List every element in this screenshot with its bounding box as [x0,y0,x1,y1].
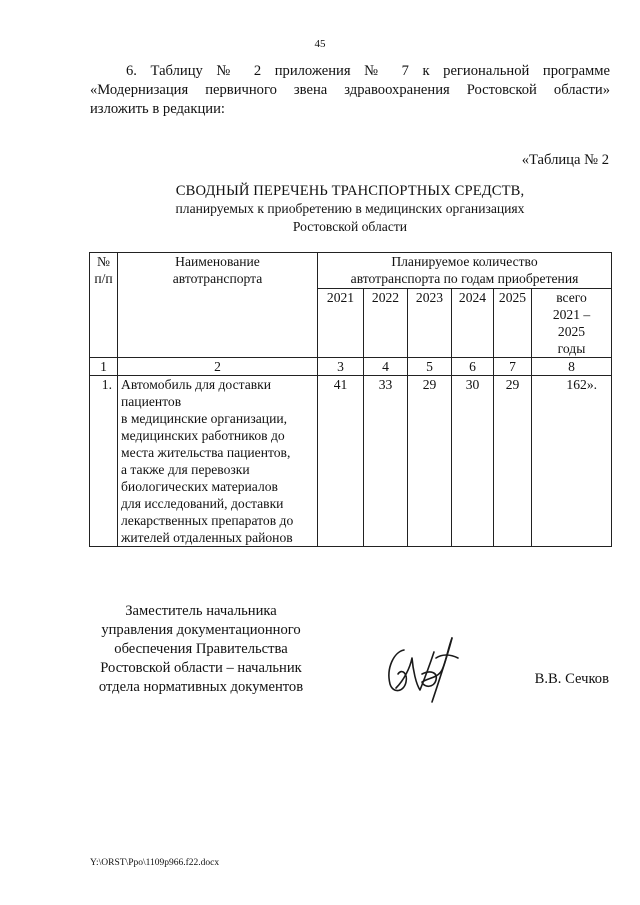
table-row [90,376,612,547]
table-header-row [90,253,612,289]
name-line: биологических материалов [121,479,278,494]
column-number: 5 [408,358,452,376]
position-line: отдела нормативных документов [98,679,304,695]
year-header: 2024 [452,289,494,358]
header-text: 2021 – [552,307,591,322]
header-text: № [97,254,110,269]
column-number: 8 [532,358,612,376]
position-line: Ростовской области – начальник [100,660,302,676]
position-line: Заместитель начальника [125,603,277,619]
file-path: Y:\ORST\Ppo\1109p966.f22.docx [90,858,220,868]
vehicle-table [89,252,612,547]
page-number: 45 [314,38,326,50]
name-line: в медицинские организации, [121,411,288,426]
header-text: годы [557,341,586,356]
column-number: 7 [494,358,532,376]
header-text: всего [556,290,587,305]
table-reference: «Таблица № 2 [521,152,609,168]
signer-name: В.В. Сечков [534,671,609,687]
header-text: автотранспорта по годам приобретения [350,271,579,286]
handwritten-signature [376,628,476,708]
column-number: 4 [364,358,408,376]
row-number: 1. [90,376,118,547]
year-header: 2023 [408,289,452,358]
header-text: п/п [94,271,113,286]
header-name [118,253,318,358]
intro-line: «Модернизация первичного звена здравоохранения Ростовской области» [90,82,610,98]
header-text: автотранспорта [172,271,263,286]
intro-paragraph [90,62,610,119]
name-line: Автомобиль для доставки [121,377,272,392]
header-no [90,253,118,358]
year-value: 33 [364,376,408,547]
vehicle-name [118,376,318,547]
signer-position [90,602,312,697]
intro-line: 6. Таблицу № 2 приложения № 7 к региональной программе [126,63,610,79]
header-text: 2025 [557,324,586,339]
year-value: 30 [452,376,494,547]
year-value: 29 [494,376,532,547]
header-text: Планируемое количество [391,254,538,269]
name-line: места жительства пациентов, [121,445,291,460]
total-header [532,289,612,358]
year-value: 41 [318,376,364,547]
header-planned [318,253,612,289]
heading-subtitle-line: Ростовской области [292,219,408,234]
name-line: жителей отдаленных районов [121,530,293,545]
total-value: 162». [532,376,612,547]
position-line: управления документационного [101,622,301,638]
column-number: 6 [452,358,494,376]
name-line: а также для перевозки [121,462,250,477]
column-number: 2 [118,358,318,376]
heading-title: СВОДНЫЙ ПЕРЕЧЕНЬ ТРАНСПОРТНЫХ СРЕДСТВ, [175,183,525,199]
intro-line: изложить в редакции: [90,101,225,117]
name-line: для исследований, доставки [121,496,284,511]
name-line: медицинских работников до [121,428,285,443]
year-header: 2022 [364,289,408,358]
year-value: 29 [408,376,452,547]
name-line: лекарственных препаратов до [121,513,294,528]
position-line: обеспечения Правительства [114,641,288,657]
column-number: 1 [90,358,118,376]
name-line: пациентов [121,394,182,409]
heading-subtitle-line: планируемых к приобретению в медицинских организациях [175,201,525,216]
table-heading [40,182,640,236]
column-number: 3 [318,358,364,376]
year-header: 2025 [494,289,532,358]
year-header: 2021 [318,289,364,358]
header-text: Наименование [175,254,260,269]
column-numbers-row [90,358,612,376]
